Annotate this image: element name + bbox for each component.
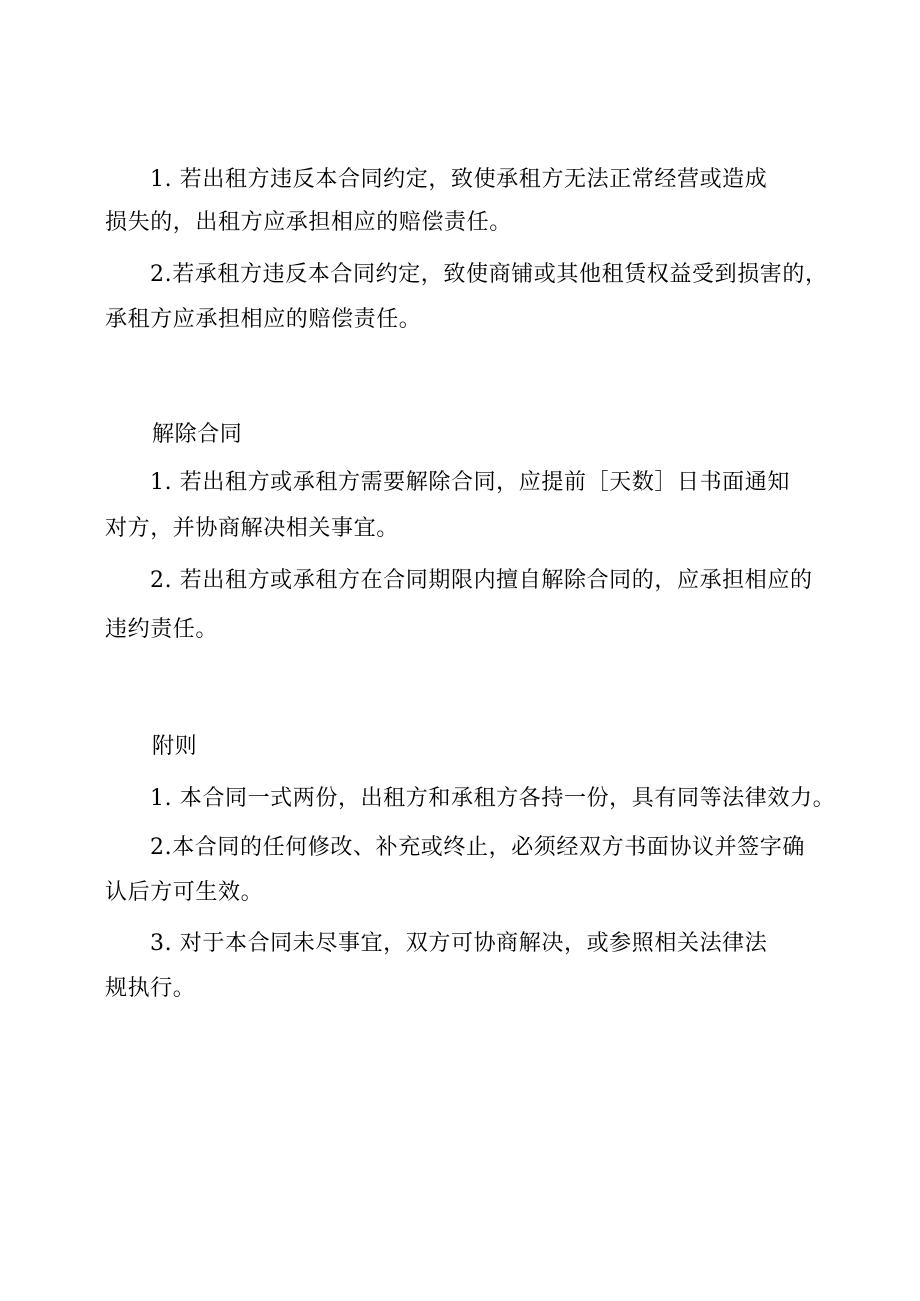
supplementary-item-3-line-2: 规执行。 <box>105 976 196 1001</box>
supplementary-item-3-line-1: 3. 对于本合同未尽事宜，双方可协商解决，或参照相关法律法 <box>150 931 768 956</box>
termination-heading: 解除合同 <box>152 422 243 447</box>
liability-item-1-line-2: 损失的，出租方应承担相应的赔偿责任。 <box>105 210 512 235</box>
liability-item-2-line-1: 2.若承租方违反本合同约定，致使商铺或其他租赁权益受到损害的， <box>150 262 828 287</box>
supplementary-item-1-line-1: 1. 本合同一式两份，出租方和承租方各持一份，具有同等法律效力。 <box>150 786 836 811</box>
termination-item-2-line-2: 违约责任。 <box>105 617 219 642</box>
liability-item-1-line-1: 1. 若出租方违反本合同约定，致使承租方无法正常经营或造成 <box>150 167 768 192</box>
supplementary-item-2-line-1: 2.本合同的任何修改、补充或终止，必须经双方书面协议并签字确 <box>150 835 805 860</box>
supplementary-heading: 附则 <box>152 734 198 759</box>
termination-item-2-line-1: 2. 若出租方或承租方在合同期限内擅自解除合同的，应承担相应的 <box>150 568 813 593</box>
supplementary-item-2-line-2: 认后方可生效。 <box>105 880 264 905</box>
termination-item-1-line-1: 1. 若出租方或承租方需要解除合同，应提前［天数］日书面通知 <box>150 470 790 495</box>
liability-item-2-line-2: 承租方应承担相应的赔偿责任。 <box>105 307 422 332</box>
termination-item-1-line-2: 对方，并协商解决相关事宜。 <box>105 516 399 541</box>
